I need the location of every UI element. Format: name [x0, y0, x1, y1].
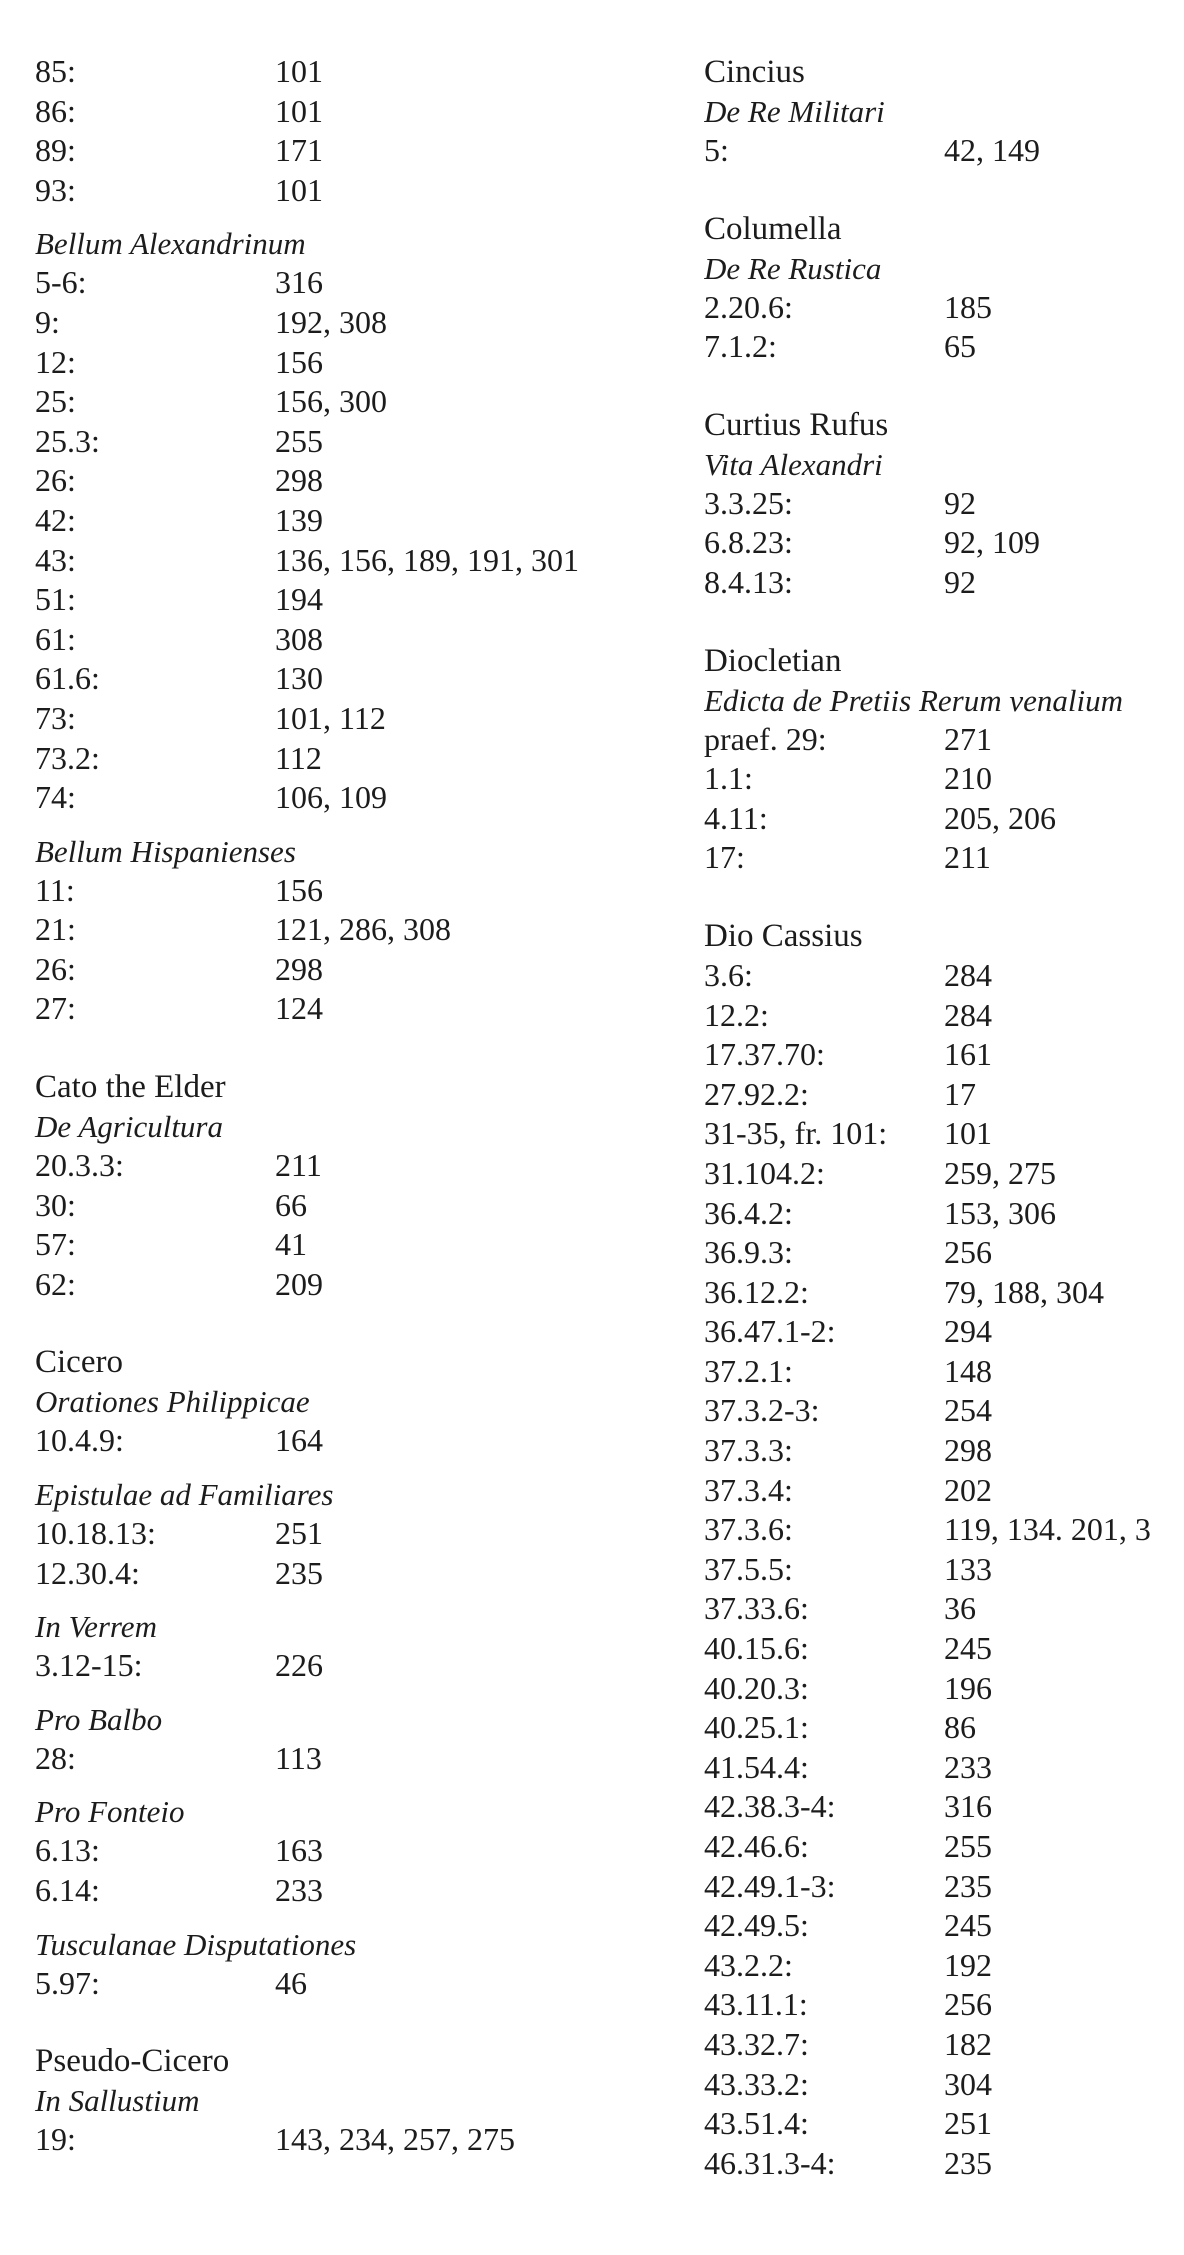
entry-reference: 43: — [35, 541, 76, 578]
work-title: Pro Balbo — [35, 1701, 163, 1737]
index-entry — [35, 659, 695, 699]
entry-reference: 7.1.2: — [704, 328, 777, 365]
author-heading: Columella — [704, 210, 842, 247]
entry-reference: 31-35, fr. 101: — [704, 1115, 888, 1152]
entry-page-numbers: 101 — [944, 1115, 992, 1152]
entry-page-numbers: 79, 188, 304 — [944, 1273, 1104, 1310]
index-entry — [35, 580, 695, 620]
index-entry — [35, 871, 695, 911]
entry-page-numbers: 251 — [275, 1515, 323, 1552]
entry-page-numbers: 66 — [275, 1186, 307, 1223]
entry-page-numbers: 211 — [944, 839, 991, 876]
entry-reference: 42: — [35, 501, 76, 538]
index-entry — [704, 1431, 1184, 1471]
entry-page-numbers: 298 — [275, 950, 323, 987]
entry-page-numbers: 294 — [944, 1313, 992, 1350]
index-entry — [704, 1510, 1184, 1550]
index-entry — [704, 1114, 1184, 1154]
index-group — [35, 1607, 695, 1686]
index-entry — [35, 1739, 695, 1779]
index-entry — [35, 989, 695, 1029]
entry-page-numbers: 256 — [944, 1986, 992, 2023]
entry-page-numbers: 171 — [275, 132, 323, 169]
index-entry — [704, 1589, 1184, 1629]
entry-page-numbers: 245 — [944, 1907, 992, 1944]
entry-page-numbers: 308 — [275, 620, 323, 657]
entry-page-numbers: 255 — [944, 1828, 992, 1864]
entry-page-numbers: 156 — [275, 871, 323, 908]
index-group — [704, 405, 1184, 603]
author-heading: Curtius Rufus — [704, 406, 889, 443]
entry-page-numbers: 121, 286, 308 — [275, 911, 451, 948]
index-entry — [35, 699, 695, 739]
entry-page-numbers: 245 — [944, 1630, 992, 1667]
entry-reference: 57: — [35, 1226, 76, 1263]
entry-reference: 3.6: — [704, 956, 753, 993]
index-entry — [704, 484, 1184, 524]
entry-page-numbers: 254 — [944, 1392, 992, 1429]
entry-page-numbers: 251 — [944, 2105, 992, 2142]
entry-page-numbers: 143, 234, 257, 275 — [275, 2121, 515, 2158]
work-title: De Re Militari — [704, 94, 885, 129]
entry-reference: 28: — [35, 1739, 76, 1776]
entry-reference: 89: — [35, 132, 76, 169]
index-entry — [704, 1906, 1184, 1946]
work-title: Edicta de Pretiis Rerum venalium — [704, 682, 1123, 718]
entry-page-numbers: 192, 308 — [275, 303, 387, 340]
entry-page-numbers: 42, 149 — [944, 132, 1040, 168]
index-entry — [35, 541, 695, 581]
index-entry — [35, 422, 695, 462]
author-heading: Cicero — [35, 1344, 123, 1381]
entry-reference: 8.4.13: — [704, 563, 793, 600]
entry-page-numbers: 92, 109 — [944, 524, 1040, 561]
entry-reference: 93: — [35, 171, 76, 208]
index-entry — [704, 1194, 1184, 1234]
index-entry — [35, 910, 695, 950]
entry-page-numbers: 101 — [275, 92, 323, 129]
entry-page-numbers: 194 — [275, 581, 323, 618]
index-entry — [704, 1946, 1184, 1986]
entry-page-numbers: 136, 156, 189, 191, 301 — [275, 541, 579, 578]
entry-reference: 61: — [35, 620, 76, 657]
entry-page-numbers: 113 — [275, 1739, 322, 1776]
index-group — [704, 209, 1184, 367]
entry-page-numbers: 205, 206 — [944, 799, 1056, 836]
entry-reference: 41.54.4: — [704, 1748, 809, 1785]
entry-reference: 43.11.1: — [704, 1986, 808, 2023]
entry-page-numbers: 86 — [944, 1709, 976, 1746]
entry-reference: 37.3.3: — [704, 1432, 793, 1469]
entry-reference: 27: — [35, 990, 76, 1027]
entry-page-numbers: 298 — [275, 462, 323, 499]
entry-page-numbers: 233 — [275, 1872, 323, 1908]
entry-page-numbers: 101 — [275, 53, 323, 89]
work-title: De Agricultura — [35, 1109, 223, 1145]
entry-page-numbers: 112 — [275, 739, 322, 776]
entry-page-numbers: 139 — [275, 501, 323, 538]
index-group — [35, 2041, 695, 2160]
index-column-left — [35, 52, 695, 2160]
index-entry — [704, 759, 1184, 799]
index-entry — [704, 838, 1184, 878]
index-entry — [704, 563, 1184, 603]
entry-reference: 51: — [35, 581, 76, 618]
index-entry — [35, 1964, 695, 2004]
entry-page-numbers: 182 — [944, 2025, 992, 2062]
index-entry — [704, 523, 1184, 563]
entry-reference: 37.33.6: — [704, 1590, 809, 1627]
author-heading: Cato the Elder — [35, 1069, 226, 1106]
index-entry — [704, 1352, 1184, 1392]
entry-reference: 30: — [35, 1186, 76, 1223]
entry-reference: 17.37.70: — [704, 1036, 825, 1073]
entry-page-numbers: 210 — [944, 760, 992, 797]
index-entry — [704, 1075, 1184, 1115]
entry-page-numbers: 17 — [944, 1075, 976, 1112]
index-entry — [35, 303, 695, 343]
index-entry — [704, 2104, 1184, 2144]
index-entry — [35, 171, 695, 211]
index-entry — [704, 1550, 1184, 1590]
entry-page-numbers: 106, 109 — [275, 779, 387, 816]
index-entry — [704, 1471, 1184, 1511]
entry-page-numbers: 235 — [944, 2144, 992, 2181]
entry-page-numbers: 316 — [275, 264, 323, 301]
entry-reference: 37.5.5: — [704, 1550, 793, 1587]
entry-page-numbers: 196 — [944, 1669, 992, 1706]
entry-reference: 6.8.23: — [704, 524, 793, 561]
index-entry — [704, 327, 1184, 367]
index-entry — [704, 1312, 1184, 1352]
index-entry — [704, 2144, 1184, 2184]
entry-reference: 2.20.6: — [704, 288, 793, 325]
entry-page-numbers: 161 — [944, 1036, 992, 1073]
entry-reference: 19: — [35, 2121, 76, 2158]
entry-page-numbers: 259, 275 — [944, 1154, 1056, 1191]
index-entry — [704, 1035, 1184, 1075]
index-entry — [35, 52, 695, 92]
entry-reference: 3.3.25: — [704, 484, 793, 521]
entry-page-numbers: 209 — [275, 1265, 323, 1302]
index-entry — [35, 1186, 695, 1226]
index-group — [704, 916, 1184, 2183]
entry-page-numbers: 271 — [944, 720, 992, 757]
author-heading: Pseudo-Cicero — [35, 2043, 230, 2080]
entry-reference: 40.15.6: — [704, 1630, 809, 1667]
entry-reference: 5: — [704, 132, 729, 168]
index-entry — [704, 2025, 1184, 2065]
entry-reference: 21: — [35, 911, 76, 948]
entry-page-numbers: 133 — [944, 1550, 992, 1587]
entry-page-numbers: 255 — [275, 422, 323, 459]
entry-page-numbers: 235 — [275, 1554, 323, 1591]
entry-reference: praef. 29: — [704, 720, 827, 757]
entry-reference: 43.33.2: — [704, 2065, 809, 2102]
entry-reference: 25: — [35, 383, 76, 420]
entry-reference: 12: — [35, 343, 76, 380]
entry-page-numbers: 163 — [275, 1832, 323, 1869]
index-entry — [35, 501, 695, 541]
index-group — [35, 1700, 695, 1779]
entry-reference: 5-6: — [35, 264, 87, 301]
entry-page-numbers: 41 — [275, 1226, 307, 1263]
index-entry — [704, 1708, 1184, 1748]
author-heading: Dio Cassius — [704, 917, 863, 954]
index-entry — [704, 956, 1184, 996]
entry-page-numbers: 65 — [944, 328, 976, 365]
index-entry — [35, 2120, 695, 2160]
index-group — [35, 52, 695, 210]
index-entry — [35, 131, 695, 171]
index-entry — [35, 1421, 695, 1461]
index-column-right — [704, 52, 1184, 2183]
index-entry — [35, 778, 695, 818]
index-entry — [704, 1629, 1184, 1669]
entry-reference: 40.25.1: — [704, 1709, 809, 1746]
index-entry — [35, 1831, 695, 1871]
entry-page-numbers: 130 — [275, 660, 323, 697]
entry-reference: 37.3.6: — [704, 1511, 793, 1548]
entry-page-numbers: 46 — [275, 1964, 307, 2001]
index-entry — [704, 1669, 1184, 1709]
index-entry — [35, 739, 695, 779]
entry-reference: 36.12.2: — [704, 1273, 809, 1310]
index-entry — [35, 1871, 695, 1911]
work-title: Bellum Alexandrinum — [35, 226, 306, 262]
entry-page-numbers: 284 — [944, 996, 992, 1033]
index-group — [35, 1342, 695, 1461]
entry-reference: 25.3: — [35, 422, 100, 459]
index-entry — [35, 343, 695, 383]
entry-reference: 73: — [35, 699, 76, 736]
entry-page-numbers: 233 — [944, 1748, 992, 1785]
entry-reference: 43.32.7: — [704, 2025, 809, 2062]
entry-page-numbers: 156, 300 — [275, 383, 387, 420]
entry-page-numbers: 284 — [944, 956, 992, 993]
author-heading: Diocletian — [704, 642, 842, 679]
entry-reference: 74: — [35, 779, 76, 816]
entry-page-numbers: 316 — [944, 1788, 992, 1825]
index-entry — [704, 799, 1184, 839]
entry-reference: 40.20.3: — [704, 1669, 809, 1706]
entry-page-numbers: 124 — [275, 990, 323, 1027]
entry-page-numbers: 202 — [944, 1471, 992, 1508]
index-group — [35, 1475, 695, 1593]
entry-page-numbers: 304 — [944, 2065, 992, 2102]
index-group — [35, 1925, 695, 2004]
work-title: Orationes Philippicae — [35, 1384, 310, 1420]
index-entry — [35, 1554, 695, 1594]
entry-reference: 43.2.2: — [704, 1946, 793, 1983]
index-entry — [704, 288, 1184, 328]
entry-reference: 42.38.3-4: — [704, 1788, 836, 1825]
entry-reference: 9: — [35, 303, 60, 340]
index-entry — [704, 1827, 1184, 1867]
entry-reference: 26: — [35, 950, 76, 987]
entry-reference: 5.97: — [35, 1964, 100, 2001]
entry-page-numbers: 36 — [944, 1590, 976, 1627]
index-group — [35, 1792, 695, 1910]
index-entry — [704, 1748, 1184, 1788]
index-entry — [704, 1985, 1184, 2025]
index-entry — [704, 720, 1184, 760]
entry-reference: 36.47.1-2: — [704, 1313, 836, 1350]
entry-reference: 31.104.2: — [704, 1154, 825, 1191]
entry-reference: 10.18.13: — [35, 1515, 156, 1552]
entry-page-numbers: 101 — [275, 171, 323, 208]
entry-reference: 6.14: — [35, 1872, 100, 1908]
index-entry — [704, 1391, 1184, 1431]
work-title: Vita Alexandri — [704, 446, 883, 482]
entry-page-numbers: 92 — [944, 484, 976, 521]
entry-page-numbers: 192 — [944, 1946, 992, 1983]
entry-page-numbers: 185 — [944, 288, 992, 325]
index-entry — [35, 382, 695, 422]
entry-page-numbers: 153, 306 — [944, 1194, 1056, 1231]
index-entry — [704, 2065, 1184, 2105]
index-entry — [35, 1265, 695, 1305]
index-group — [35, 224, 695, 817]
index-entry — [35, 263, 695, 303]
entry-reference: 42.46.6: — [704, 1828, 809, 1864]
entry-reference: 36.9.3: — [704, 1234, 793, 1271]
entry-reference: 12.30.4: — [35, 1554, 140, 1591]
entry-page-numbers: 119, 134. 201, 3 — [944, 1511, 1151, 1548]
work-title: Tusculanae Disputationes — [35, 1926, 357, 1962]
work-title: In Sallustium — [35, 2083, 200, 2119]
entry-reference: 12.2: — [704, 996, 769, 1033]
entry-reference: 42.49.5: — [704, 1907, 809, 1944]
entry-reference: 42.49.1-3: — [704, 1867, 836, 1904]
index-entry — [35, 461, 695, 501]
index-group — [704, 641, 1184, 878]
entry-reference: 37.3.2-3: — [704, 1392, 820, 1429]
work-title: De Re Rustica — [704, 250, 882, 286]
author-heading: Cincius — [704, 54, 805, 90]
index-entry — [35, 1514, 695, 1554]
index-entry — [704, 1867, 1184, 1907]
entry-reference: 62: — [35, 1265, 76, 1302]
entry-page-numbers: 164 — [275, 1422, 323, 1459]
entry-reference: 1.1: — [704, 760, 753, 797]
entry-reference: 27.92.2: — [704, 1075, 809, 1112]
entry-reference: 20.3.3: — [35, 1147, 124, 1184]
index-group — [704, 52, 1184, 171]
entry-page-numbers: 226 — [275, 1647, 323, 1684]
work-title: Pro Fonteio — [35, 1794, 185, 1830]
entry-page-numbers: 256 — [944, 1234, 992, 1271]
entry-reference: 17: — [704, 839, 745, 876]
index-entry — [35, 620, 695, 660]
entry-page-numbers: 156 — [275, 343, 323, 380]
index-group — [35, 1067, 695, 1304]
entry-page-numbers: 298 — [944, 1432, 992, 1469]
work-title: In Verrem — [35, 1609, 157, 1645]
entry-page-numbers: 148 — [944, 1352, 992, 1389]
entry-page-numbers: 211 — [275, 1147, 322, 1184]
entry-reference: 3.12-15: — [35, 1647, 143, 1684]
entry-reference: 37.2.1: — [704, 1352, 793, 1389]
entry-reference: 43.51.4: — [704, 2105, 809, 2142]
entry-page-numbers: 235 — [944, 1867, 992, 1904]
index-entry — [704, 1787, 1184, 1827]
index-entry — [704, 1273, 1184, 1313]
index-entry — [35, 92, 695, 132]
entry-reference: 26: — [35, 462, 76, 499]
work-title: Bellum Hispanienses — [35, 833, 296, 869]
entry-reference: 73.2: — [35, 739, 100, 776]
index-entry — [35, 1225, 695, 1265]
entry-reference: 37.3.4: — [704, 1471, 793, 1508]
index-group — [35, 832, 695, 1029]
index-entry — [35, 1646, 695, 1686]
entry-reference: 11: — [35, 871, 75, 908]
entry-reference: 46.31.3-4: — [704, 2144, 836, 2181]
index-entry — [35, 950, 695, 990]
entry-page-numbers: 101, 112 — [275, 699, 386, 736]
index-entry — [35, 1146, 695, 1186]
entry-reference: 10.4.9: — [35, 1422, 124, 1459]
index-entry — [704, 131, 1184, 171]
entry-reference: 61.6: — [35, 660, 100, 697]
index-entry — [704, 1233, 1184, 1273]
entry-reference: 36.4.2: — [704, 1194, 793, 1231]
index-entry — [704, 1154, 1184, 1194]
entry-reference: 6.13: — [35, 1832, 100, 1869]
entry-reference: 85: — [35, 53, 76, 89]
work-title: Epistulae ad Familiares — [35, 1477, 334, 1513]
entry-page-numbers: 92 — [944, 563, 976, 600]
index-entry — [704, 996, 1184, 1036]
entry-reference: 86: — [35, 92, 76, 129]
entry-reference: 4.11: — [704, 799, 768, 836]
